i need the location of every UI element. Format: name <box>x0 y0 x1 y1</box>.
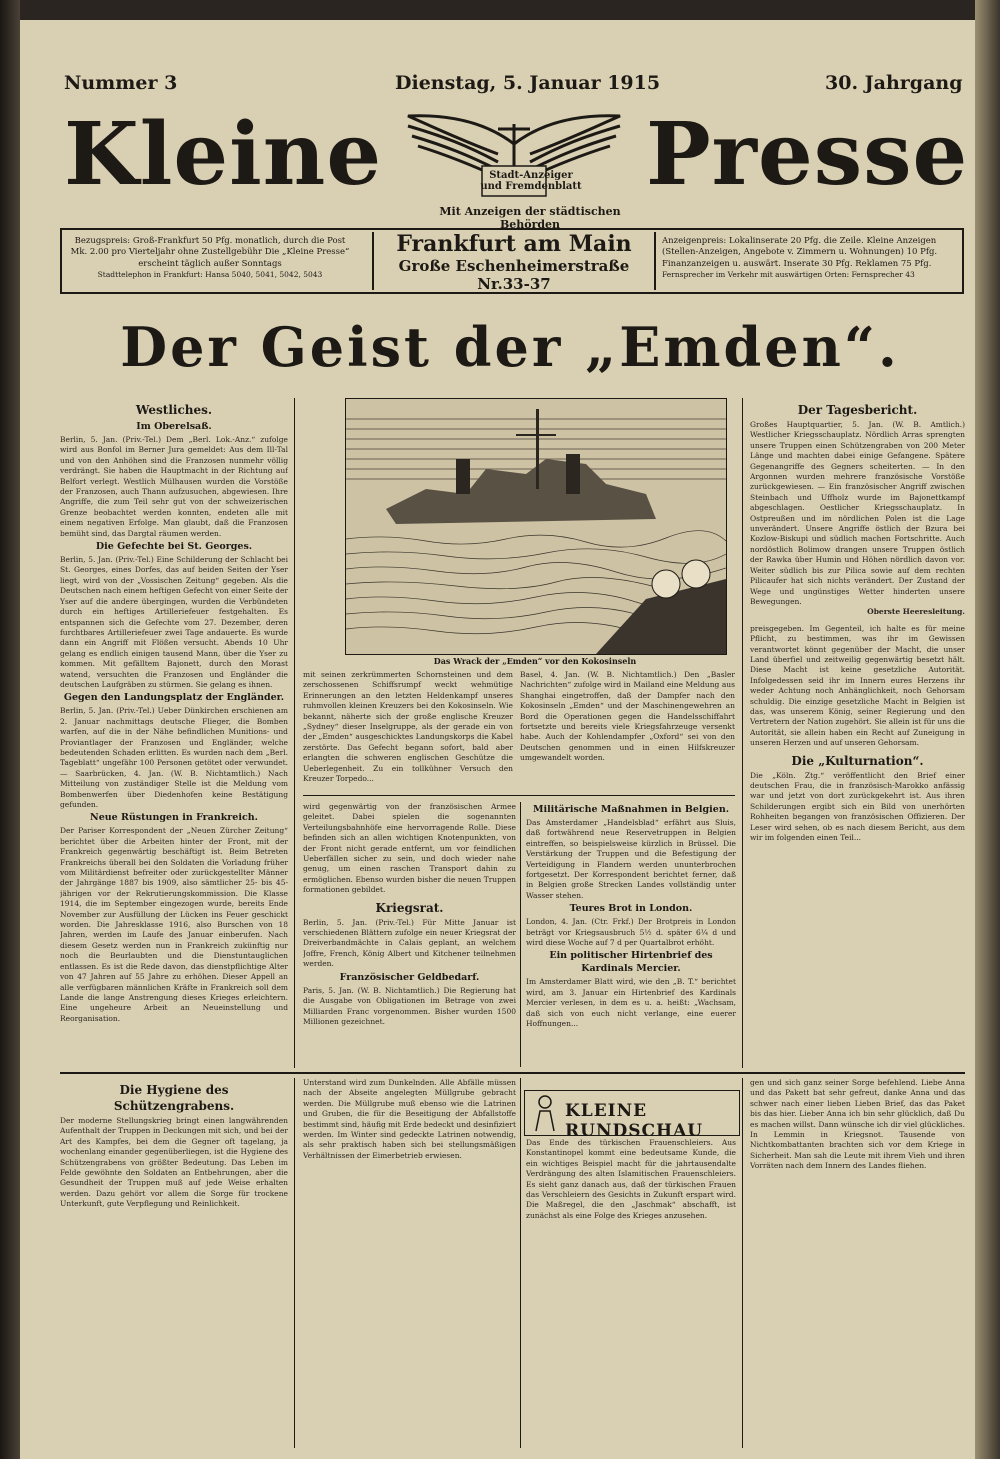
signature-heeresleitung: Oberste Heeresleitung. <box>867 607 965 617</box>
masthead-tagline: Mit Anzeigen der städtischen Behörden <box>439 205 621 231</box>
page-edge <box>975 0 1000 1459</box>
article-landungsplatz: Berlin, 5. Jan. (Priv.-Tel.) Ueber Dünkirchen erschienen am 2. Januar nachmittags deutsche Flieger, die Bomben warfen, auf die in der Nähe befindlichen Munitions- und Proviantlager der Franzosen und Engländer, welche bedeutenden Schaden erlitten. Es wurden nach dem „Berl. Tageblatt“ ungefähr 100 Personen getötet oder verwundet. — Saarbrücken, 4. Jan. (W. B. Nichtamtlich.) Nach Mitteilung von zuständiger Stelle ist die Meldung vom Bombenwerfen über Diedenhofen keine Bestätigung gefunden. <box>60 706 288 809</box>
figure-icon <box>530 1093 560 1133</box>
article-ruestungen: Der Pariser Korrespondent der „Neuen Zürcher Zeitung“ berichtet über die Arbeiten hinter der Front, mit der Frankreich gegenwärtig beschäftigt ist. Beim Betreten Frankreichs überall bei den Soldaten die Vorladung früher vom Militärdienst befreiter oder zurückgestellter Männer der Jahrgänge 1887 bis 1909, also sämtlicher 25- bis 45-jährigen vor der Rekrutierungskommission. Die Klasse 1914, die im September eingezogen wurde, bereits Ende November zur Ausfüllung der Lücken ins Feuer geschickt worden. Die Jahresklasse 1916, also Burschen von 18 Jahren, werden im Laufe des Januar einberufen. Nach diesem Gesetz werden nun in Frankreich zukünftig nur noch die Beurlaubten und die Dienstuntauglichen entlassen. Es ist die Rede davon, das dienstpflichtige Alter von 47 Jahren auf 55 Jahre zu erhöhen. Dieser Appell an alle verfügbaren männlichen Kräfte in Frankreich soll dem Lande die lange Anstrengung dieses Krieges erleichtern. Eine ungeheure Arbeit an Neueinstellung und Reorganisation. <box>60 826 288 1023</box>
heading-landungsplatz: Gegen den Landungsplatz der Engländer. <box>63 692 285 704</box>
issue-date: Dienstag, 5. Januar 1915 <box>395 72 661 94</box>
hygiene-column-2: Unterstand wird zum Dunkelnden. Alle Abfälle müssen nach der Abseite angelegten Müllgrube gebracht werden. Die Müllgrube muß ebenso wie die Latrinen und Gruben, die für die Beseitigung der Abfallstoffe bestimmt sind, häufig mit Erde bedeckt und desinfiziert werden. Im Winter sind gedeckte Latrinen notwendig, als sehr praktisch haben sich bei stellungsmäßigen Verhältnissen der Eimerbetrieb erwiesen. <box>303 1078 516 1160</box>
masthead-subtitle <box>476 170 586 192</box>
heading-st-georges: Die Gefechte bei St. Georges. <box>95 541 253 553</box>
street-address: Große Eschenheimerstraße Nr.33-37 <box>398 257 630 294</box>
left-column <box>60 398 288 1068</box>
issue-number: Nummer 3 <box>64 72 178 94</box>
article-hirtenbrief-cont: preisgegeben. Im Gegenteil, ich halte es für meine Pflicht, zu bestimmen, was ihr im Gewissen verantwortet könnt gegenüber der Macht, die unser Land überfiel und zeitweilig gegenwärtig besetzt hält. Diese Macht ist keine gesetzliche Autorität. Infolgedessen seid ihr im Innern eures Herzens ihr weder Achtung noch Anhänglichkeit, noch Gehorsam schuldig. Die einzige gesetzliche Macht in Belgien ist das, was unserem König, seiner Regierung und den Vertretern der Nation zugehört. Sie allein ist für uns die Autorität, sie allein haben ein Recht auf Zuneigung in unseren Herzen und auf unseren Gehorsam. <box>750 623 965 748</box>
emden-article: mit seinen zerkrümmerten Schornsteinen und dem zerschossenen Schiffsrumpf weckt wehmütige Erinnerungen an den letzten Heldenkampf unseres ruhmvollen kleinen Kreuzers bei den Kokosinseln. Wie bekannt, näherte sich der große englische Kreuzer „Sydney“ dieser Inselgruppe, als der gerade ein von der „Emden“ ausgeschicktes Landungskorps die Kabel zerstörte. Das Gefecht begann sofort, bald aber erlangten die schweren englischen Geschütze die Ueberlegenheit. Zu ein tollkühner Versuch den Kreuzer Torpedo... <box>303 670 513 784</box>
newspaper-page <box>20 20 975 1459</box>
heading-kulturnation: Die „Kulturnation“. <box>791 753 924 768</box>
subscription-info <box>70 236 350 281</box>
ad-phone: Fernsprecher im Verkehr mit auswärtigen Orten: Fernsprecher 43 <box>662 270 915 280</box>
article-kulturnation: Die „Köln. Ztg.“ veröffentlicht den Brief einer deutschen Frau, die in französisch-Marokko anfässig war und jetzt von dort zurückgekehrt ist. Aus ihren Schilderungen ergibt sich ein Bild von unerhörten Rohheiten begangen von französischen Offizieren. Der Leser wird sehen, ob es nach diesem Bericht, aus dem wir im folgenden einen Teil... <box>750 770 965 843</box>
heading-tagesbericht: Der Tagesbericht. <box>797 403 918 417</box>
rundschau-banner <box>524 1090 740 1141</box>
hygiene-column <box>60 1078 288 1448</box>
article-hirtenbrief: Im Amsterdamer Blatt wird, wie den „B. T.“ berichtet wird, am 3. Januar ein Hirtenbrief des Kardinals Mercier verlesen, in dem es u. a. heißt: „Wachsam, daß sich von euch nicht verlange, eine euerer Hoffnungen... <box>526 977 736 1029</box>
article-st-georges: Berlin, 5. Jan. (Priv.-Tel.) Eine Schilderung der Schlacht bei St. Georges, eines Dorfes, das auf beiden Seiten der Yser liegt, wird von der „Vossischen Zeitung“ gegeben. Als die Deutschen nach einem heftigen Gefecht von einer Seite der Yser auf die andere übergingen, wurden die Verbündeten durch ein heftiges Artilleriefeuer festgehalten. Es entspannen sich die Gefechte vom 27. Dezember, deren furchtbares Artilleriefeuer zwei Tage andauerte. Es wurde dann ein Angriff mit Flößen versucht. Abends 10 Uhr gelang es endlich einigen tausend Mann, über die Yser zu kommen. Mit gefälltem Bajonett, durch den Morast watend, versuchten die Franzosen und Engländer die deutschen Laufgräben zu stürmen. Sie gelang es ihnen. <box>60 555 288 689</box>
subtitle-line-1: Stadt-Anzeiger <box>489 170 573 181</box>
column-rule <box>742 1078 743 1448</box>
illustration-caption: Das Wrack der „Emden“ vor den Kokosinseln <box>433 656 637 666</box>
article-geldbedarf: Paris, 5. Jan. (W. B. Nichtamtlich.) Die Regierung hat die Ausgabe von Obligationen im Betrage von zwei Milliarden Franc vorgenommen. Bisher wurden 1500 Millionen gezeichnet. <box>303 985 516 1026</box>
heading-ruestungen: Neue Rüstungen in Frankreich. <box>90 812 258 824</box>
heading-geldbedarf: Französischer Geldbedarf. <box>339 971 480 983</box>
rundschau-article: Das Ende des türkischen Frauenschleiers. Aus Konstantinopel kommt eine bedeutsame Kunde, die ein wichtiges Beispiel macht für die jahrtausendalte Verdrängung des alten Islamitischen Frauenschleiers. Es sieht ganz danach aus, daß der türkischen Frauen das Verschleiern des Gesichts in Zukunft erspart wird. Die Maßregel, die den „Jaschmak“ abschafft, ist zunächst als eine Folge des Krieges anzusehen. <box>526 1138 736 1220</box>
masthead-title-right: Presse <box>646 104 969 205</box>
ad-price-text: Anzeigenpreis: Lokalinserate 20 Pfg. die Zeile. Kleine Anzeigen (Stellen-Anzeigen, Angebote v. Zimmern u. Wohnungen) 10 Pfg. Finanzanzeigen u. auswärt. Inserate 30 Pfg. Reklamen 75 Pfg. <box>662 236 938 269</box>
horizontal-rule <box>303 795 735 796</box>
section-divider <box>60 1072 965 1074</box>
subheading-oberelsass: Im Oberelsaß. <box>136 421 212 432</box>
subscription-price: Bezugspreis: Groß-Frankfurt 50 Pfg. monatlich, durch die Post Mk. 2.00 pro Vierteljahr ohne Zustellgebühr Die „Kleine Presse“ erscheint täglich außer Sonntags <box>70 236 350 269</box>
ad-prices <box>662 236 954 281</box>
eagle-emblem-icon <box>398 104 630 209</box>
basel-article: Basel, 4. Jan. (W. B. Nichtamtlich.) Den „Basler Nachrichten“ zufolge wird in Mailand eine Meldung aus Shanghai eingetroffen, daß der Dampfer nach den Kokosinseln „Emden“ und der Maschinengewehren an Bord die Operationen gegen die Handelsschiffahrt fortsetzte und bereits viele Kriegsfahrzeuge versenkt habe. Auch der Kohlendampfer „Oxford“ sei von den Deutschen genommen und in einen Hilfskreuzer umgewandelt worden. <box>520 670 735 763</box>
book-binding <box>0 0 20 1459</box>
heading-hirtenbrief: Ein politischer Hirtenbrief des Kardinals Mercier. <box>549 950 713 975</box>
masthead-title-left: Kleine <box>64 104 383 205</box>
column-rule <box>520 1078 521 1448</box>
heading-belgien: Militärische Maßnahmen in Belgien. <box>532 804 730 815</box>
section-heading-westliches: Westliches. <box>135 403 213 417</box>
article-transport: wird gegenwärtig von der französischen Armee geleitet. Dabei spielen die sogenannten Verteilungsbahnhöfe eine hervorragende Rolle. Diese befinden sich an allen wichtigen Knotenpunkten, von der Front nicht gerade entfernt, um vor feindlichen Ueberfällen sicher zu sein, und doch wieder nahe genug, um einen raschen Transport dahin zu ermöglichen. Ebenso wurden bisher die neuen Truppen formationen gebildet. <box>303 802 516 895</box>
article-teures-brot: London, 4. Jan. (Ctr. Frkf.) Der Brotpreis in London beträgt vor Kriegsausbruch 5½ d. später 6¼ d und wird diese Woche auf 7 d per Quartalbrot erhöht. <box>526 917 736 948</box>
publisher-address <box>372 231 656 294</box>
article-hygiene: Der moderne Stellungskrieg bringt einen langwährenden Aufenthalt der Truppen in Deckungen mit sich, und bei der Art des Kampfes, bei dem die Gegner oft tagelang, ja wochenlang einander gegenüberliegen, ist die Hygiene des Schützengrabens von größter Bedeutung. Das Leben im Felde gewöhnte den Soldaten an Entbehrungen, aber die Gesundheit der Truppen muß auf jede Weise erhalten werden. Dazu gehört vor allem die Sorge für trockene Unterkunft, gute Verpflegung und Reinlichkeit. <box>60 1116 288 1209</box>
middle-column <box>303 802 516 1067</box>
article-kriegsrat: Berlin, 5. Jan. (Priv.-Tel.) Für Mitte Januar ist verschiedenen Blättern zufolge ein neuer Kriegsrat der Dreiverbandmächte in Calais geplant, an welchem Joffre, French, König Albert und Kitchener teilnehmen werden. <box>303 917 516 969</box>
column-rule <box>520 802 521 1067</box>
letter-column: gen und sich ganz seiner Sorge befehlend. Liebe Anna und das Pakett bat sehr gefreut, danke Anna und das schwer nach einer lieben Lieben Brief, das das Paket bis das hier. Lieber Anna ich bin sehr glücklich, daß Du es machen willst. Dann wünsche ich dir viel glückliches. In Lemmin in Kriegsnot. Tausende von Nichtkombattanten brachten sich vor dem Kriege in Sicherheit. Man sah die Leute mit ihrem Vieh und ihren Vorräten nach dem Innern des Landes fliehen. <box>750 1078 965 1171</box>
article-belgien: Das Amsterdamer „Handelsblad“ erfährt aus Sluis, daß fortwährend neue Reservetruppen in Belgien eintreffen, so beispielsweise kürzlich in Brüssel. Die Verstärkung der Truppen und die Befestigung der Verteidigung in Flandern werden ununterbrochen fortgesetzt. Der Korrespondent berichtet ferner, daß in Belgien große Strecken Landes vollständig unter Wasser stehen. <box>526 818 736 900</box>
subtitle-line-2: und Fremdenblatt <box>480 181 582 192</box>
column-rule <box>294 398 295 1068</box>
heading-kriegsrat: Kriegsrat. <box>375 900 444 915</box>
belgium-column <box>526 802 736 1067</box>
city-name: Frankfurt am Main <box>396 231 632 257</box>
info-bar <box>60 228 964 294</box>
volume-number: 30. Jahrgang <box>825 72 963 94</box>
heading-hygiene: Die Hygiene des Schützengrabens. <box>113 1083 235 1113</box>
right-column <box>750 398 965 1068</box>
emden-wreck-illustration <box>345 398 727 655</box>
main-headline: Der Geist der „Emden“. <box>120 315 900 379</box>
column-rule <box>294 1078 295 1448</box>
heading-teures-brot: Teures Brot in London. <box>569 903 693 915</box>
article-westliches: Berlin, 5. Jan. (Priv.-Tel.) Dem „Berl. Lok.-Anz.“ zufolge wird aus Bonfol im Berner Jura gemeldet: Aus dem Ill-Tal und von den Anhöhen sind die Franzosen nunmehr völlig verdrängt. Sie haben die Hauptmacht in der Richtung auf Belfort verlegt. Westlich Mülhausen wurden die Vorstöße der Franzosen, auch Thann aufzusuchen, abgewiesen. Ihre Angriffe, die zum Teil sehr gut von der schweizerischen Grenze beobachtet werden konnten, endeten alle mit einem negativen Erfolge. Man glaubt, daß die Franzosen bemüht sind, das Dargtal räumen werden. <box>60 435 288 538</box>
column-rule <box>742 398 743 1068</box>
phone-numbers: Stadttelephon in Frankfurt: Hansa 5040, 5041, 5042, 5043 <box>97 270 323 280</box>
rundschau-title: KLEINE RUNDSCHAU <box>565 1101 704 1141</box>
article-tagesbericht: Großes Hauptquartier, 5. Jan. (W. B. Amtlich.) Westlicher Kriegsschauplatz. Nördlich Arras sprengten unsere Truppen einen Schützengraben von 200 Meter Länge und machten dabei einige Gefangene. Spätere Gegenangriffe des Gegners scheiterten. — In den Argonnen wurden mehrere französische Vorstöße zurückgewiesen. — Ein französischer Angriff zwischen Steinbach und Uffholz wurde im Bajonettkampf abgeschlagen. Oestlicher Kriegsschauplatz. In Ostpreußen und im nördlichen Polen ist die Lage unverändert. Unsere Angriffe östlich der Bzura bei Kozlow-Biskupi und südlich machen Fortschritte. Auch nordöstlich Bolimow drangen unsere Truppen östlich der Rawka über Humin und Höhen nördlich davon vor. Weiter südlich bis zur Pilica sowie auf dem rechten Pilicaufer hat sich nichts verändert. Der Zustand der Wege und ungünstiges Wetter hinderten unsere Bewegungen. <box>750 420 965 606</box>
